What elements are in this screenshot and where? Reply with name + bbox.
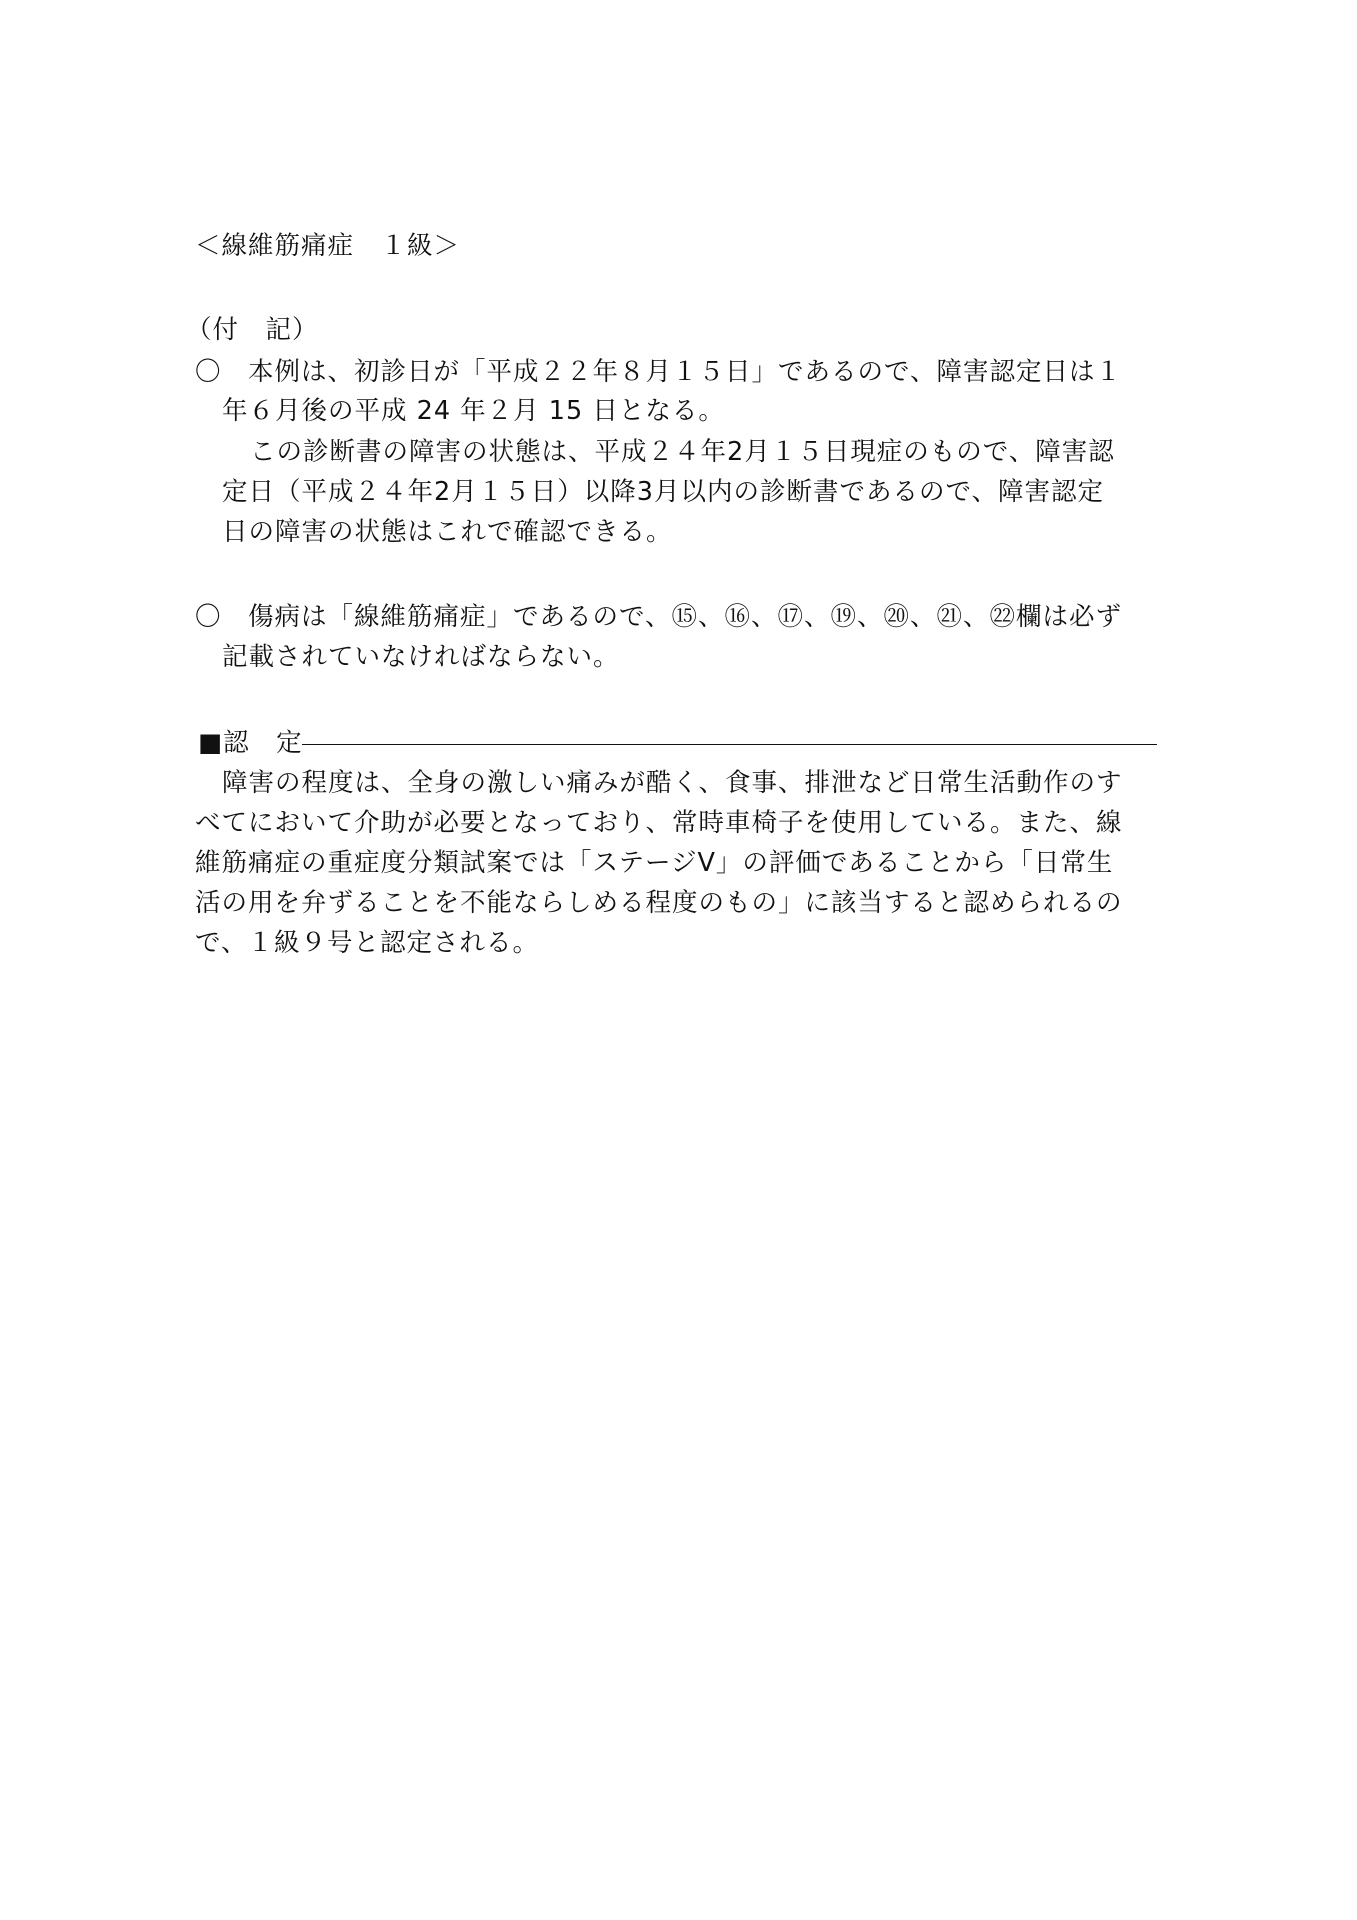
note-1-line-5: 日の障害の状態はこれで確認できる。	[222, 517, 673, 547]
note-2-line-2: 記載されていなければならない。	[222, 642, 620, 672]
note-1-line-3: この診断書の障害の状態は、平成２４年2月１５日現症のもので、障害認	[250, 437, 1115, 467]
appendix-heading: （付 記）	[186, 315, 319, 345]
certification-line-4: 活の用を弁ずることを不能ならしめる程度のもの」に該当すると認められるの	[195, 888, 1123, 918]
note-1-line-1: 〇 本例は、初診日が「平成２２年８月１５日」であるので、障害認定日は１	[195, 357, 1122, 387]
note-2-line-1: 〇 傷病は「線維筋痛症」であるので、⑮、⑯、⑰、⑲、⑳、㉑、㉒欄は必ず	[195, 602, 1122, 632]
certification-line-3: 維筋痛症の重症度分類試案では「ステージⅤ」の評価であることから「日常生	[195, 848, 1114, 878]
certification-line-2: べてにおいて介助が必要となっており、常時車椅子を使用している。また、線	[195, 808, 1123, 838]
document-title: ＜線維筋痛症 １級＞	[195, 231, 461, 261]
certification-line-5: で、１級９号と認定される。	[195, 928, 539, 958]
certification-heading: ■認 定	[198, 728, 303, 758]
certification-line-1: 障害の程度は、全身の激しい痛みが酷く、食事、排泄など日常生活動作のす	[222, 768, 1123, 798]
heading-rule-divider	[302, 744, 1157, 745]
note-1-line-4: 定日（平成２４年2月１５日）以降3月以内の診断書であるので、障害認定	[222, 477, 1104, 507]
note-1-line-2: 年６月後の平成 24 年２月 15 日となる。	[222, 396, 725, 426]
